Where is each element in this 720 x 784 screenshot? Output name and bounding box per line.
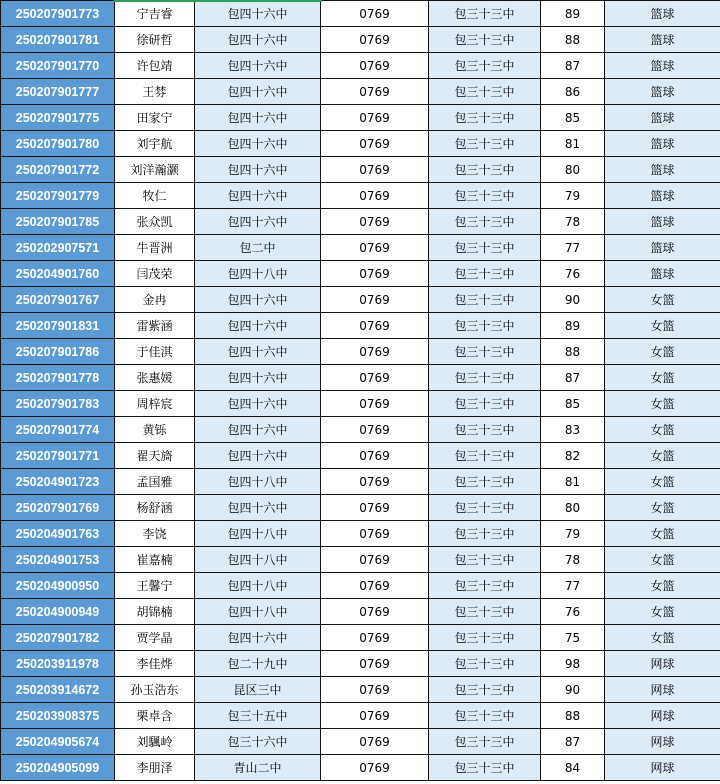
sport-cell[interactable]: 网球 <box>605 703 720 729</box>
school-cell[interactable]: 包三十六中 <box>195 729 321 755</box>
table-row <box>1 235 720 261</box>
code-cell[interactable]: 0769 <box>321 417 429 443</box>
sport-cell[interactable]: 篮球 <box>605 183 720 209</box>
student-name-cell[interactable]: 崔嘉楠 <box>115 547 195 573</box>
exam-site-cell[interactable]: 包三十三中 <box>429 703 541 729</box>
exam-site-cell[interactable]: 包三十三中 <box>429 79 541 105</box>
exam-site-cell[interactable]: 包三十三中 <box>429 755 541 781</box>
score-cell[interactable]: 89 <box>541 1 605 27</box>
school-cell[interactable]: 包四十八中 <box>195 261 321 287</box>
student-name-cell[interactable]: 贾学晶 <box>115 625 195 651</box>
sport-cell[interactable]: 篮球 <box>605 131 720 157</box>
school-cell[interactable]: 包四十六中 <box>195 27 321 53</box>
exam-site-cell[interactable]: 包三十三中 <box>429 729 541 755</box>
table-row <box>1 183 720 209</box>
student-name-cell[interactable]: 周梓宸 <box>115 391 195 417</box>
sport-cell[interactable]: 女篮 <box>605 469 720 495</box>
school-cell[interactable]: 包四十六中 <box>195 131 321 157</box>
score-cell[interactable]: 79 <box>541 183 605 209</box>
student-name-cell[interactable]: 牛晋洲 <box>115 235 195 261</box>
score-cell[interactable]: 81 <box>541 469 605 495</box>
table-row <box>1 573 720 599</box>
student-id-cell[interactable]: 250204905099 <box>1 755 115 781</box>
student-name-cell[interactable]: 许包靖 <box>115 53 195 79</box>
exam-site-cell[interactable]: 包三十三中 <box>429 625 541 651</box>
score-cell[interactable]: 87 <box>541 53 605 79</box>
score-cell[interactable]: 88 <box>541 703 605 729</box>
sport-cell[interactable]: 女篮 <box>605 339 720 365</box>
code-cell[interactable]: 0769 <box>321 235 429 261</box>
score-cell[interactable]: 87 <box>541 729 605 755</box>
exam-site-cell[interactable]: 包三十三中 <box>429 131 541 157</box>
code-cell[interactable]: 0769 <box>321 729 429 755</box>
score-cell[interactable]: 78 <box>541 209 605 235</box>
table-row <box>1 313 720 339</box>
sport-cell[interactable]: 女篮 <box>605 443 720 469</box>
sport-cell[interactable]: 女篮 <box>605 495 720 521</box>
student-name-cell[interactable]: 徐研哲 <box>115 27 195 53</box>
exam-site-cell[interactable]: 包三十三中 <box>429 651 541 677</box>
school-cell[interactable]: 包三十五中 <box>195 703 321 729</box>
school-cell[interactable]: 包四十八中 <box>195 573 321 599</box>
student-name-cell[interactable]: 李饶 <box>115 521 195 547</box>
sport-cell[interactable]: 女篮 <box>605 547 720 573</box>
student-id-cell[interactable]: 250207901777 <box>1 79 115 105</box>
sport-cell[interactable]: 网球 <box>605 729 720 755</box>
sport-cell[interactable]: 篮球 <box>605 79 720 105</box>
school-cell[interactable]: 包四十六中 <box>195 443 321 469</box>
student-id-cell[interactable]: 250204901763 <box>1 521 115 547</box>
exam-site-cell[interactable]: 包三十三中 <box>429 235 541 261</box>
exam-site-cell[interactable]: 包三十三中 <box>429 495 541 521</box>
school-cell[interactable]: 包四十六中 <box>195 105 321 131</box>
score-cell[interactable]: 85 <box>541 105 605 131</box>
school-cell[interactable]: 包四十八中 <box>195 547 321 573</box>
code-cell[interactable]: 0769 <box>321 599 429 625</box>
score-cell[interactable]: 87 <box>541 365 605 391</box>
score-cell[interactable]: 86 <box>541 79 605 105</box>
student-id-cell[interactable]: 250202907571 <box>1 235 115 261</box>
sport-cell[interactable]: 篮球 <box>605 209 720 235</box>
student-name-cell[interactable]: 胡锦楠 <box>115 599 195 625</box>
score-cell[interactable]: 80 <box>541 495 605 521</box>
code-cell[interactable]: 0769 <box>321 287 429 313</box>
code-cell[interactable]: 0769 <box>321 105 429 131</box>
code-cell[interactable]: 0769 <box>321 391 429 417</box>
student-name-cell[interactable]: 刘宇航 <box>115 131 195 157</box>
school-cell[interactable]: 包四十六中 <box>195 183 321 209</box>
student-id-cell[interactable]: 250204901753 <box>1 547 115 573</box>
score-cell[interactable]: 77 <box>541 573 605 599</box>
student-name-cell[interactable]: 于佳淇 <box>115 339 195 365</box>
school-cell[interactable]: 包四十八中 <box>195 599 321 625</box>
sport-cell[interactable]: 女篮 <box>605 573 720 599</box>
student-id-cell[interactable]: 250204900950 <box>1 573 115 599</box>
code-cell[interactable]: 0769 <box>321 183 429 209</box>
code-cell[interactable]: 0769 <box>321 443 429 469</box>
student-id-cell[interactable]: 250207901786 <box>1 339 115 365</box>
exam-site-cell[interactable]: 包三十三中 <box>429 599 541 625</box>
school-cell[interactable]: 包四十六中 <box>195 625 321 651</box>
student-id-cell[interactable]: 250207901770 <box>1 53 115 79</box>
score-cell[interactable]: 79 <box>541 521 605 547</box>
sport-cell[interactable]: 女篮 <box>605 287 720 313</box>
selection-accent <box>114 0 322 2</box>
student-name-cell[interactable]: 金冉 <box>115 287 195 313</box>
spreadsheet-body <box>1 1 720 781</box>
student-name-cell[interactable]: 孙玉浩东 <box>115 677 195 703</box>
code-cell[interactable]: 0769 <box>321 469 429 495</box>
exam-site-cell[interactable]: 包三十三中 <box>429 313 541 339</box>
student-name-cell[interactable]: 王棼 <box>115 79 195 105</box>
exam-site-cell[interactable]: 包三十三中 <box>429 547 541 573</box>
code-cell[interactable]: 0769 <box>321 339 429 365</box>
sport-cell[interactable]: 女篮 <box>605 365 720 391</box>
school-cell[interactable]: 包二中 <box>195 235 321 261</box>
code-cell[interactable]: 0769 <box>321 573 429 599</box>
exam-site-cell[interactable]: 包三十三中 <box>429 261 541 287</box>
score-cell[interactable]: 84 <box>541 755 605 781</box>
student-name-cell[interactable]: 田家宁 <box>115 105 195 131</box>
sport-cell[interactable]: 篮球 <box>605 105 720 131</box>
school-cell[interactable]: 包四十六中 <box>195 287 321 313</box>
student-id-cell[interactable]: 250207901771 <box>1 443 115 469</box>
school-cell[interactable]: 包四十八中 <box>195 469 321 495</box>
code-cell[interactable]: 0769 <box>321 313 429 339</box>
school-cell[interactable]: 包四十六中 <box>195 365 321 391</box>
student-id-cell[interactable]: 250207901767 <box>1 287 115 313</box>
student-id-cell[interactable]: 250207901785 <box>1 209 115 235</box>
student-name-cell[interactable]: 栗卓含 <box>115 703 195 729</box>
code-cell[interactable]: 0769 <box>321 495 429 521</box>
sport-cell[interactable]: 网球 <box>605 651 720 677</box>
score-cell[interactable]: 89 <box>541 313 605 339</box>
table-row <box>1 417 720 443</box>
school-cell[interactable]: 包四十八中 <box>195 521 321 547</box>
student-name-cell[interactable]: 宁吉睿 <box>115 1 195 27</box>
sport-cell[interactable]: 女篮 <box>605 625 720 651</box>
student-name-cell[interactable]: 杨舒涵 <box>115 495 195 521</box>
code-cell[interactable]: 0769 <box>321 27 429 53</box>
table-row <box>1 79 720 105</box>
code-cell[interactable]: 0769 <box>321 53 429 79</box>
code-cell[interactable]: 0769 <box>321 79 429 105</box>
student-id-cell[interactable]: 250207901781 <box>1 27 115 53</box>
score-cell[interactable]: 81 <box>541 131 605 157</box>
score-cell[interactable]: 75 <box>541 625 605 651</box>
code-cell[interactable]: 0769 <box>321 365 429 391</box>
exam-site-cell[interactable]: 包三十三中 <box>429 521 541 547</box>
student-id-cell[interactable]: 250204905674 <box>1 729 115 755</box>
score-cell[interactable]: 88 <box>541 27 605 53</box>
student-id-cell[interactable]: 250207901773 <box>1 1 115 27</box>
student-name-cell[interactable]: 翟天旖 <box>115 443 195 469</box>
exam-site-cell[interactable]: 包三十三中 <box>429 677 541 703</box>
table-row <box>1 365 720 391</box>
score-cell[interactable]: 82 <box>541 443 605 469</box>
table-row <box>1 339 720 365</box>
student-name-cell[interactable]: 刘颿岭 <box>115 729 195 755</box>
sport-cell[interactable]: 篮球 <box>605 1 720 27</box>
table-row <box>1 443 720 469</box>
table-row <box>1 27 720 53</box>
sport-cell[interactable]: 女篮 <box>605 599 720 625</box>
code-cell[interactable]: 0769 <box>321 261 429 287</box>
table-row <box>1 287 720 313</box>
score-cell[interactable]: 90 <box>541 677 605 703</box>
student-name-cell[interactable]: 张惠媛 <box>115 365 195 391</box>
student-id-cell[interactable]: 250207901831 <box>1 313 115 339</box>
table-row <box>1 651 720 677</box>
score-cell[interactable]: 98 <box>541 651 605 677</box>
student-id-cell[interactable]: 250207901782 <box>1 625 115 651</box>
code-cell[interactable]: 0769 <box>321 521 429 547</box>
table-row <box>1 157 720 183</box>
student-id-cell[interactable]: 250203908375 <box>1 703 115 729</box>
student-name-cell[interactable]: 黄铄 <box>115 417 195 443</box>
student-id-cell[interactable]: 250203911978 <box>1 651 115 677</box>
table-row <box>1 547 720 573</box>
sport-cell[interactable]: 网球 <box>605 755 720 781</box>
table-row <box>1 703 720 729</box>
table-row <box>1 495 720 521</box>
score-cell[interactable]: 85 <box>541 391 605 417</box>
sport-cell[interactable]: 篮球 <box>605 261 720 287</box>
sport-cell[interactable]: 篮球 <box>605 53 720 79</box>
exam-site-cell[interactable]: 包三十三中 <box>429 27 541 53</box>
school-cell[interactable]: 包四十六中 <box>195 1 321 27</box>
school-cell[interactable]: 青山二中 <box>195 755 321 781</box>
code-cell[interactable]: 0769 <box>321 131 429 157</box>
student-id-cell[interactable]: 250207901774 <box>1 417 115 443</box>
code-cell[interactable]: 0769 <box>321 1 429 27</box>
student-name-cell[interactable]: 闫茂荣 <box>115 261 195 287</box>
student-id-cell[interactable]: 250204901723 <box>1 469 115 495</box>
table-row <box>1 391 720 417</box>
sport-cell[interactable]: 篮球 <box>605 235 720 261</box>
code-cell[interactable]: 0769 <box>321 677 429 703</box>
student-id-cell[interactable]: 250207901772 <box>1 157 115 183</box>
school-cell[interactable]: 包四十六中 <box>195 209 321 235</box>
table-row <box>1 1 720 27</box>
sport-cell[interactable]: 女篮 <box>605 521 720 547</box>
exam-site-cell[interactable]: 包三十三中 <box>429 1 541 27</box>
exam-site-cell[interactable]: 包三十三中 <box>429 287 541 313</box>
table-row <box>1 677 720 703</box>
school-cell[interactable]: 包二十九中 <box>195 651 321 677</box>
code-cell[interactable]: 0769 <box>321 703 429 729</box>
score-cell[interactable]: 76 <box>541 599 605 625</box>
table-row <box>1 729 720 755</box>
exam-site-cell[interactable]: 包三十三中 <box>429 53 541 79</box>
student-name-cell[interactable]: 王馨宁 <box>115 573 195 599</box>
school-cell[interactable]: 包四十六中 <box>195 391 321 417</box>
student-id-cell[interactable]: 250207901780 <box>1 131 115 157</box>
table-row <box>1 521 720 547</box>
score-cell[interactable]: 90 <box>541 287 605 313</box>
sport-cell[interactable]: 女篮 <box>605 313 720 339</box>
student-id-cell[interactable]: 250203914672 <box>1 677 115 703</box>
student-id-cell[interactable]: 250207901769 <box>1 495 115 521</box>
score-cell[interactable]: 77 <box>541 235 605 261</box>
sport-cell[interactable]: 篮球 <box>605 27 720 53</box>
sport-cell[interactable]: 女篮 <box>605 417 720 443</box>
sport-cell[interactable]: 女篮 <box>605 391 720 417</box>
school-cell[interactable]: 包四十六中 <box>195 79 321 105</box>
student-id-cell[interactable]: 250207901783 <box>1 391 115 417</box>
exam-site-cell[interactable]: 包三十三中 <box>429 365 541 391</box>
student-name-cell[interactable]: 孟国雅 <box>115 469 195 495</box>
exam-site-cell[interactable]: 包三十三中 <box>429 105 541 131</box>
student-id-cell[interactable]: 250207901778 <box>1 365 115 391</box>
exam-site-cell[interactable]: 包三十三中 <box>429 157 541 183</box>
exam-site-cell[interactable]: 包三十三中 <box>429 339 541 365</box>
school-cell[interactable]: 包四十六中 <box>195 53 321 79</box>
school-cell[interactable]: 包四十六中 <box>195 157 321 183</box>
code-cell[interactable]: 0769 <box>321 157 429 183</box>
school-cell[interactable]: 包四十六中 <box>195 417 321 443</box>
student-name-cell[interactable]: 雷紫涵 <box>115 313 195 339</box>
student-id-cell[interactable]: 250204901760 <box>1 261 115 287</box>
student-name-cell[interactable]: 李佳烨 <box>115 651 195 677</box>
school-cell[interactable]: 包四十六中 <box>195 313 321 339</box>
student-id-cell[interactable]: 250207901775 <box>1 105 115 131</box>
score-cell[interactable]: 80 <box>541 157 605 183</box>
score-cell[interactable]: 88 <box>541 339 605 365</box>
student-id-cell[interactable]: 250207901779 <box>1 183 115 209</box>
exam-site-cell[interactable]: 包三十三中 <box>429 391 541 417</box>
table-row <box>1 469 720 495</box>
table-row <box>1 625 720 651</box>
table-row <box>1 131 720 157</box>
school-cell[interactable]: 包四十六中 <box>195 495 321 521</box>
student-name-cell[interactable]: 牧仁 <box>115 183 195 209</box>
code-cell[interactable]: 0769 <box>321 209 429 235</box>
score-cell[interactable]: 76 <box>541 261 605 287</box>
table-row <box>1 755 720 781</box>
table-row <box>1 53 720 79</box>
school-cell[interactable]: 昆区三中 <box>195 677 321 703</box>
table-row <box>1 105 720 131</box>
student-id-cell[interactable]: 250204900949 <box>1 599 115 625</box>
code-cell[interactable]: 0769 <box>321 651 429 677</box>
table-row <box>1 261 720 287</box>
school-cell[interactable]: 包四十六中 <box>195 339 321 365</box>
student-name-cell[interactable]: 张众凯 <box>115 209 195 235</box>
table-row <box>1 209 720 235</box>
exam-site-cell[interactable]: 包三十三中 <box>429 417 541 443</box>
exam-site-cell[interactable]: 包三十三中 <box>429 183 541 209</box>
code-cell[interactable]: 0769 <box>321 547 429 573</box>
score-cell[interactable]: 83 <box>541 417 605 443</box>
sport-cell[interactable]: 篮球 <box>605 157 720 183</box>
student-name-cell[interactable]: 刘洋瀚灏 <box>115 157 195 183</box>
exam-site-cell[interactable]: 包三十三中 <box>429 469 541 495</box>
score-cell[interactable]: 78 <box>541 547 605 573</box>
code-cell[interactable]: 0769 <box>321 755 429 781</box>
exam-site-cell[interactable]: 包三十三中 <box>429 443 541 469</box>
sport-cell[interactable]: 网球 <box>605 677 720 703</box>
exam-site-cell[interactable]: 包三十三中 <box>429 573 541 599</box>
exam-site-cell[interactable]: 包三十三中 <box>429 209 541 235</box>
code-cell[interactable]: 0769 <box>321 625 429 651</box>
student-name-cell[interactable]: 李朋泽 <box>115 755 195 781</box>
table-row <box>1 599 720 625</box>
